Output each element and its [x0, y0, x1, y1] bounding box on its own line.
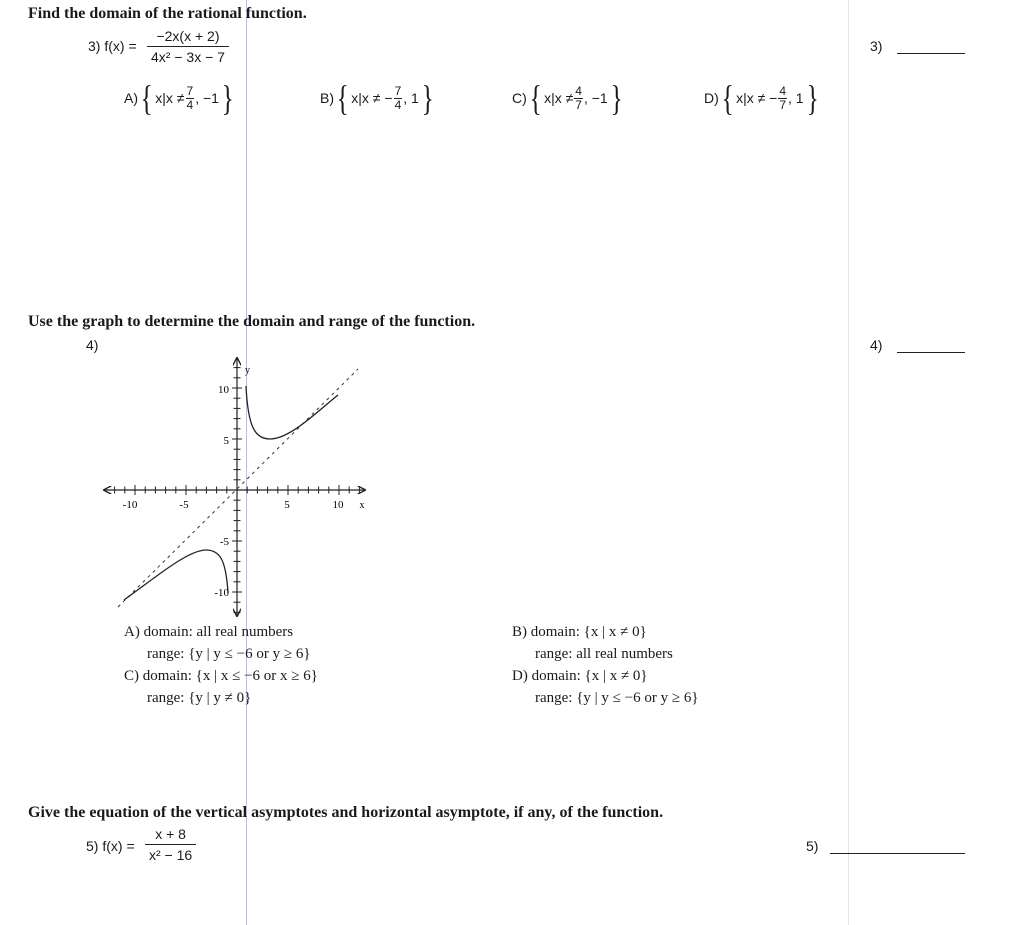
right-brace-icon: } — [221, 78, 234, 118]
q3-choice-letter: D) — [704, 90, 719, 106]
q5-numerator: x + 8 — [155, 826, 186, 842]
q3-answer-blank[interactable] — [897, 53, 965, 54]
q4-option-b[interactable]: B) domain: {x | x ≠ 0} range: all real numbers — [512, 624, 673, 662]
q3-numerator: −2x(x + 2) — [156, 28, 220, 44]
q3-choice-letter: C) — [512, 90, 527, 106]
y-tick-label: -5 — [219, 536, 229, 548]
q3-fraction — [147, 28, 229, 65]
right-brace-icon: } — [806, 78, 819, 118]
q4-heading: Use the graph to determine the domain and range of the function. — [28, 313, 476, 330]
right-brace-icon: } — [610, 78, 623, 118]
q3-choice-b[interactable]: B) { x|x ≠ − $\frac{7}{4}$ , 1 } — [320, 78, 434, 118]
upper-branch-curve — [246, 386, 338, 439]
q3-choice-fraction: 7 4 — [186, 83, 194, 112]
x-tick-label: -10 — [122, 499, 138, 511]
q5-answer-label: 5) — [806, 838, 819, 854]
q5-heading: Give the equation of the vertical asymptotes and horizontal asymptote, if any, of the function. — [28, 804, 664, 821]
q5-answer-blank[interactable] — [830, 853, 965, 854]
left-brace-icon: { — [336, 78, 349, 118]
y-tick-label: 5 — [223, 435, 229, 447]
y-axis-label: y — [245, 365, 250, 376]
right-brace-icon: } — [421, 78, 434, 118]
x-tick-label: 5 — [284, 499, 290, 511]
q3-choice-letter: A) — [124, 90, 138, 106]
q3-choice-fraction: $\frac{7}{4}$ — [394, 83, 402, 112]
q5-fraction — [145, 826, 196, 863]
q4-answer-label: 4) — [870, 337, 883, 353]
y-tick-label: -10 — [214, 587, 229, 599]
q5-label: 5) f(x) = — [86, 838, 135, 854]
q3-choice-c[interactable]: C) { x|x ≠ 4 7 , −1 } — [512, 78, 623, 118]
q3-heading: Find the domain of the rational function. — [28, 5, 307, 22]
q4-graph — [100, 355, 370, 620]
y-tick-label: 10 — [218, 384, 229, 396]
left-brace-icon: { — [529, 78, 542, 118]
q3-answer-label: 3) — [870, 38, 883, 54]
q3-choice-fraction: $\frac{4}{7}$ — [779, 83, 787, 112]
q3-choice-fraction: 4 7 — [575, 83, 582, 112]
q5-denominator: x² − 16 — [145, 844, 196, 863]
x-tick-label: -5 — [179, 499, 189, 511]
x-tick-label: 10 — [332, 499, 344, 511]
q3-choice-letter: B) — [320, 90, 334, 106]
right-margin-rule — [848, 0, 849, 925]
q3-choice-a[interactable]: A) { x|x ≠ 7 4 , −1 } — [124, 78, 234, 118]
q4-option-a[interactable]: A) domain: all real numbers range: {y | y ≤ −6 or y ≥ 6} — [124, 624, 311, 662]
q4-label: 4) — [86, 337, 99, 353]
q3-label: 3) f(x) = — [88, 38, 137, 54]
q4-answer-blank[interactable] — [897, 352, 965, 353]
q4-option-d[interactable]: D) domain: {x | x ≠ 0} range: {y | y ≤ −6 or y ≥ 6} — [512, 668, 699, 706]
left-brace-icon: { — [140, 78, 153, 118]
q3-denominator: 4x² − 3x − 7 — [147, 46, 229, 65]
x-axis-label: x — [359, 500, 365, 511]
lower-branch-curve — [124, 550, 228, 600]
q4-option-c[interactable]: C) domain: {x | x ≤ −6 or x ≥ 6} range: {y | y ≠ 0} — [124, 668, 318, 706]
left-brace-icon: { — [721, 78, 734, 118]
q3-choice-d[interactable]: D) { x|x ≠ − $\frac{4}{7}$ , 1 } — [704, 78, 819, 118]
